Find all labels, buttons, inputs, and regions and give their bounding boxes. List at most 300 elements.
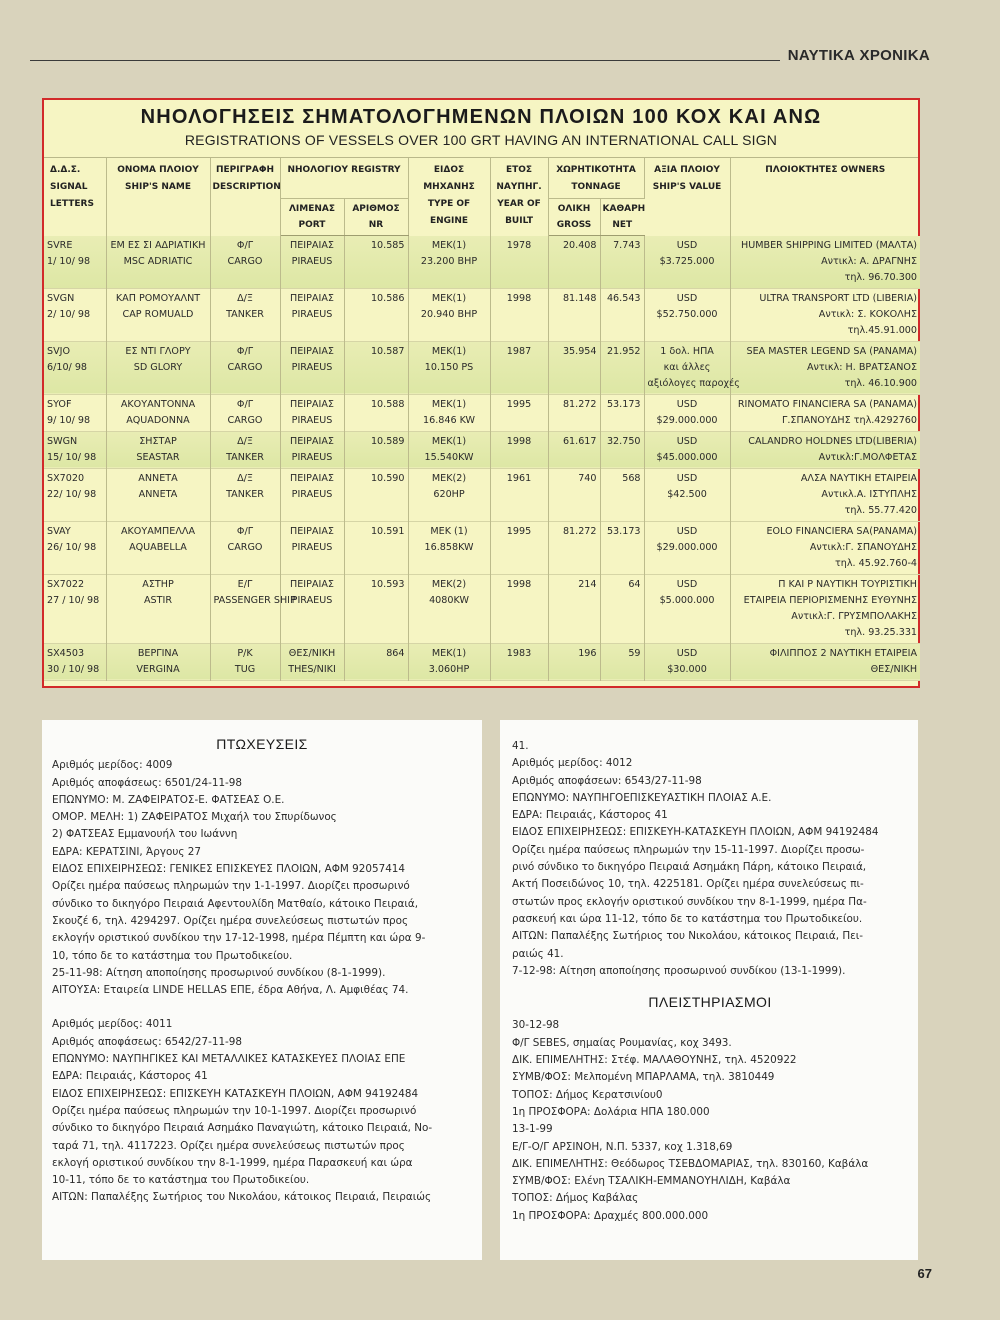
table-row xyxy=(44,468,920,521)
cell-ship-name xyxy=(106,643,210,680)
cell-gross xyxy=(548,574,600,643)
cell-line: Ρ/Κ xyxy=(237,647,253,659)
registrations-body xyxy=(44,236,920,681)
cell-description xyxy=(210,288,280,341)
cell-line: $3.725.000 xyxy=(659,255,715,267)
cell-line: 16.858KW xyxy=(424,541,474,553)
cell-gross xyxy=(548,236,600,289)
cell-line: AQUADONNA xyxy=(126,414,190,426)
page-number: 67 xyxy=(917,1266,932,1281)
notice-line: Αριθμός αποφάσεων: 6543/27-11-98 xyxy=(512,774,702,787)
cell-line: ΠΕΙΡΑΙΑΣ xyxy=(290,472,334,484)
header-port: ΛΙΜΕΝΑΣ PORT xyxy=(280,199,344,236)
cell-line: ΜΕΚ(1) xyxy=(431,398,467,410)
cell-gross xyxy=(548,288,600,341)
cell-line: 15/ 10/ 98 xyxy=(47,451,97,463)
cell-year xyxy=(490,643,548,680)
masthead xyxy=(30,38,930,68)
cell-net xyxy=(600,288,644,341)
auction-line: ΔΙΚ. ΕΠΙΜΕΛΗΤΗΣ: Θεόδωρος ΤΣΕΒΔΟΜΑΡΙΑΣ, τηλ. 830160, Καβάλα xyxy=(512,1157,869,1170)
cell-line: $42.500 xyxy=(667,488,707,500)
cell-line: ΠΕΙΡΑΙΑΣ xyxy=(290,345,334,357)
cell-line: 81.272 xyxy=(562,398,597,410)
cell-year xyxy=(490,468,548,521)
auction-line: ΤΟΠΟΣ: Δήμος Κερατσινίου0 xyxy=(512,1088,663,1101)
cell-line: CARGO xyxy=(227,414,263,426)
cell-line: 1998 xyxy=(506,435,532,447)
cell-line: τηλ. 55.77.420 xyxy=(844,504,918,516)
notice-line: ΕΠΩΝΥΜΟ: Μ. ΖΑΦΕΙΡΑΤΟΣ-Ε. ΦΑΤΣΕΑΣ Ο.Ε. xyxy=(52,793,285,806)
cell-line: ASTIR xyxy=(143,594,172,606)
cell-line: 16.846 KW xyxy=(422,414,476,426)
notice-line: Ορίζει ημέρα παύσεως πληρωμών την 15-11-1997. Διορίζει προσω- xyxy=(512,843,865,856)
cell-year xyxy=(490,574,548,643)
cell-ship-name xyxy=(106,288,210,341)
cell-line: SX7020 xyxy=(47,472,85,484)
cell-registry-number xyxy=(344,394,408,431)
cell-net xyxy=(600,236,644,289)
cell-line: 1961 xyxy=(506,472,532,484)
table-row xyxy=(44,643,920,680)
auction-line: ΣΥΜΒ/ΦΟΣ: Ελένη ΤΣΑΛΙΚΗ-ΕΜΜΑΝΟΥΗΛΙΔΗ, Καβάλα xyxy=(512,1175,791,1188)
cell-line: USD xyxy=(676,292,698,304)
cell-line: SVAY xyxy=(47,525,71,537)
auction-line: Φ/Γ SEBES, σημαίας Ρουμανίας, κοχ 3493. xyxy=(512,1036,732,1049)
cell-line: CALANDRO HOLDNES LTD(LIBERIA) xyxy=(748,435,918,447)
cell-line: USD xyxy=(676,525,698,537)
cell-line: ULTRA TRANSPORT LTD (LIBERIA) xyxy=(759,292,918,304)
cell-owners xyxy=(730,394,920,431)
notice-line: Αριθμός μερίδος: 4011 xyxy=(52,1018,173,1031)
auction-line: 30-12-98 xyxy=(512,1019,560,1032)
cell-line: ΣΗΣΤΑΡ xyxy=(139,435,177,447)
header-owners: ΠΛΟΙΟΚΤΗΤΕΣ OWNERS xyxy=(765,165,886,175)
cell-value xyxy=(644,394,730,431)
cell-registry-number xyxy=(344,468,408,521)
cell-line: Αντικλ: Η. ΒΡΑΤΣΑΝΟΣ xyxy=(806,361,918,373)
cell-ship-name xyxy=(106,521,210,574)
cell-engine xyxy=(408,643,490,680)
registrations-title-greek: ΝΗΟΛΟΓΗΣΕΙΣ ΣΗΜΑΤΟΛΟΓΗΜΕΝΩΝ ΠΛΟΙΩΝ 100 ΚΟΧ ΚΑΙ ΑΝΩ xyxy=(140,106,822,128)
cell-line: ΕΣ ΝΤΙ ΓΛΟΡΥ xyxy=(125,345,191,357)
cell-line: 1987 xyxy=(506,345,532,357)
notice-line: ΕΙΔΟΣ ΕΠΙΧΕΙΡΗΣΕΩΣ: ΓΕΝΙΚΕΣ ΕΠΙΣΚΕΥΕΣ ΠΛΟΙΩΝ, ΑΦΜ 92057414 xyxy=(52,863,406,876)
cell-registry-number xyxy=(344,341,408,394)
cell-line: USD xyxy=(676,472,698,484)
cell-line: 740 xyxy=(578,472,597,484)
cell-port xyxy=(280,468,344,521)
cell-line: Αντικλ.Α. ΙΣΤΥΠΛΗΣ xyxy=(821,488,918,500)
notice-line: ΑΙΤΩΝ: Παπαλέξης Σωτήριος του Νικολάου, κάτοικος Πειραιά, Πειραιώς xyxy=(52,1191,432,1204)
cell-line: ΜΕΚ(1) xyxy=(431,647,467,659)
cell-engine xyxy=(408,394,490,431)
cell-owners xyxy=(730,468,920,521)
bankruptcy-notice-4012 xyxy=(512,738,908,980)
cell-line: SVRE xyxy=(47,239,73,251)
cell-line: Αντικλ: Α. ΔΡΑΓΝΗΣ xyxy=(821,255,918,267)
cell-line: ΜΕΚ(1) xyxy=(431,345,467,357)
cell-engine xyxy=(408,431,490,468)
cell-owners xyxy=(730,521,920,574)
notice-line: 25-11-98: Αίτηση αποποίησης προσωρινού συνδίκου (8-1-1999). xyxy=(52,966,386,979)
header-engine: ΕΙΔΟΣ ΜΗΧΑΝΗΣ TYPE OF ENGINE xyxy=(408,158,490,236)
auctions-list xyxy=(512,1017,908,1225)
cell-line: Αντικλ:Γ. ΣΠΑΝΟΥΔΗΣ xyxy=(809,541,918,553)
cell-line: USD xyxy=(676,398,698,410)
cell-ship-name xyxy=(106,574,210,643)
header-registry: ΝΗΟΛΟΓΙΟΥ REGISTRY xyxy=(280,158,408,199)
cell-line: 1998 xyxy=(506,292,532,304)
cell-owners xyxy=(730,341,920,394)
cell-line: 81.148 xyxy=(562,292,597,304)
cell-line: 2/ 10/ 98 xyxy=(47,308,91,320)
cell-line: $52.750.000 xyxy=(656,308,718,320)
cell-owners xyxy=(730,288,920,341)
cell-line: $29.000.000 xyxy=(656,541,718,553)
cell-registry-number xyxy=(344,288,408,341)
cell-line: τηλ. 46.10.900 xyxy=(844,377,918,389)
cell-line: PIRAEUS xyxy=(291,308,333,320)
notice-line: ΕΠΩΝΥΜΟ: ΝΑΥΠΗΓΟΕΠΙΣΚΕΥΑΣΤΙΚΗ ΠΛΟΙΑΣ Α.Ε. xyxy=(512,791,772,804)
cell-port xyxy=(280,341,344,394)
notice-line: ΑΙΤΩΝ: Παπαλέξης Σωτήριος του Νικολάου, κάτοικος Πειραιά, Πει- xyxy=(512,930,864,943)
cell-year xyxy=(490,521,548,574)
cell-line: PIRAEUS xyxy=(291,488,333,500)
cell-line: 6/10/ 98 xyxy=(47,361,88,373)
cell-engine xyxy=(408,288,490,341)
cell-registry-number xyxy=(344,521,408,574)
cell-line: ΑΛΣΑ ΝΑΥΤΙΚΗ ΕΤΑΙΡΕΙΑ xyxy=(800,472,918,484)
cell-engine xyxy=(408,236,490,289)
cell-line: SWGN xyxy=(47,435,78,447)
cell-line: ΕΜ ΕΣ ΣΙ ΑΔΡΙΑΤΙΚΗ xyxy=(110,239,206,251)
cell-line: Π ΚΑΙ Ρ ΝΑΥΤΙΚΗ ΤΟΥΡΙΣΤΙΚΗ xyxy=(778,578,918,590)
cell-gross xyxy=(548,521,600,574)
notice-line: εκλογή οριστικού συνδίκου την 8-1-1999, ημέρα Παρασκευή και ώρα xyxy=(52,1156,413,1169)
cell-line: USD xyxy=(676,578,698,590)
cell-line: 10.593 xyxy=(370,578,405,590)
cell-owners xyxy=(730,574,920,643)
notice-line: ΕΙΔΟΣ ΕΠΙΧΕΙΡΗΣΕΩΣ: ΕΠΙΣΚΕΥΗ ΚΑΤΑΣΚΕΥΗ ΠΛΟΙΩΝ, ΑΦΜ 94192484 xyxy=(52,1087,419,1100)
table-row xyxy=(44,341,920,394)
notice-line: Σκουζέ 6, τηλ. 4294297. Ορίζει ημέρα συνελεύσεως πιστωτών προς xyxy=(52,914,409,927)
cell-line: Φ/Γ xyxy=(236,398,254,410)
cell-line: 10.589 xyxy=(370,435,405,447)
cell-line: 10.150 PS xyxy=(424,361,474,373)
cell-signal xyxy=(44,341,106,394)
cell-line: EOLO FINANCIERA SA(PANAMA) xyxy=(766,525,918,537)
cell-line: $30.000 xyxy=(667,663,707,675)
cell-line: 214 xyxy=(578,578,597,590)
cell-line: CARGO xyxy=(227,541,263,553)
cell-signal xyxy=(44,236,106,289)
cell-line: CARGO xyxy=(227,255,263,267)
cell-line: 81.272 xyxy=(562,525,597,537)
cell-line: 1 δολ. ΗΠΑ xyxy=(660,345,714,357)
cell-signal xyxy=(44,468,106,521)
cell-line: TANKER xyxy=(226,451,264,463)
cell-description xyxy=(210,574,296,643)
cell-line: 21.952 xyxy=(606,345,641,357)
cell-line: Δ/Ξ xyxy=(237,472,253,484)
cell-line: 1/ 10/ 98 xyxy=(47,255,91,267)
cell-engine xyxy=(408,341,490,394)
notice-line: ταρά 71, τηλ. 4117223. Ορίζει ημέρα συνελεύσεως πιστωτών προς xyxy=(52,1139,405,1152)
cell-line: ΘΕΣ/ΝΙΚΗ xyxy=(288,647,336,659)
notice-line: 2) ΦΑΤΣΕΑΣ Εμμανουήλ του Ιωάννη xyxy=(52,828,238,841)
header-year: ΕΤΟΣ ΝΑΥΠΗΓ. YEAR OF BUILT xyxy=(490,158,548,236)
table-row xyxy=(44,521,920,574)
cell-engine xyxy=(408,574,490,643)
cell-line: PIRAEUS xyxy=(291,256,333,267)
cell-line: 59 xyxy=(628,647,641,659)
cell-line: CARGO xyxy=(227,361,263,373)
cell-value xyxy=(644,521,730,574)
cell-line: USD xyxy=(676,647,698,659)
table-row xyxy=(44,236,920,289)
table-row xyxy=(44,394,920,431)
cell-line: SX7022 xyxy=(47,578,85,590)
cell-line: 1983 xyxy=(506,647,532,659)
cell-gross xyxy=(548,468,600,521)
notice-line: ρασκευή και ώρα 11-12, τόπο δε το κατάστημα του Πρωτοδικείου. xyxy=(512,912,863,925)
cell-line: 53.173 xyxy=(606,525,641,537)
notice-line: σύνδικο το δικηγόρο Πειραιά Ασημάκο Παναγιώτη, κάτοικο Πειραιά, Νο- xyxy=(52,1122,433,1135)
notice-line: ΟΜΟΡ. ΜΕΛΗ: 1) ΖΑΦΕΙΡΑΤΟΣ Μιχαήλ του Σπυρίδωνος xyxy=(52,811,337,824)
bankruptcies-left-column xyxy=(42,720,482,1260)
notice-line: 10, τόπο δε το κατάστημα του Πρωτοδικείου. xyxy=(52,949,293,962)
cell-line: 7.743 xyxy=(613,240,641,251)
cell-ship-name xyxy=(106,341,210,394)
cell-line: SEASTAR xyxy=(136,451,180,463)
cell-line: ΠΕΙΡΑΙΑΣ xyxy=(290,398,334,410)
cell-line: ΦΙΛΙΠΠΟΣ 2 ΝΑΥΤΙΚΗ ΕΤΑΙΡΕΙΑ xyxy=(769,647,918,659)
notice-line: ΑΙΤΟΥΣΑ: Εταιρεία LINDE HELLAS ΕΠΕ, έδρα Αθήνα, Λ. Αμφιθέας 74. xyxy=(52,984,409,997)
notice-line: 10-11, τόπο δε το κατάστημα του Πρωτοδικείου. xyxy=(52,1174,310,1187)
cell-value xyxy=(644,574,730,643)
cell-line: MEK (1) xyxy=(430,525,468,537)
notice-line: 7-12-98: Αίτηση αποποίησης προσωρινού συνδίκου (13-1-1999). xyxy=(512,964,846,977)
table-row xyxy=(44,431,920,468)
notice-line: ρινό σύνδικο το δικηγόρο Πειραιά Ασημάκη Πάρη, κάτοικο Πειραιά, xyxy=(512,861,867,874)
cell-signal xyxy=(44,431,106,468)
cell-line: SX4503 xyxy=(47,647,85,659)
cell-line: MSC ADRIATIC xyxy=(123,255,193,267)
cell-net xyxy=(600,341,644,394)
cell-port xyxy=(280,236,344,289)
cell-line: ΚΑΠ ΡΟΜΟΥΑΛΝΤ xyxy=(115,292,201,304)
cell-year xyxy=(490,288,548,341)
header-net: ΚΑΘΑΡΗ NET xyxy=(600,199,644,236)
table-row xyxy=(44,288,920,341)
cell-line: ΜΕΚ(1) xyxy=(431,239,467,251)
cell-line: 64 xyxy=(628,578,641,590)
cell-line: ΑΚΟΥΑΜΠΕΛΛΑ xyxy=(120,525,196,537)
cell-line: ΜΕΚ(2) xyxy=(431,578,467,590)
cell-line: τηλ. 93.25.331 xyxy=(844,626,918,638)
cell-gross xyxy=(548,341,600,394)
notice-line: στωτών προς εκλογήν οριστικού συνδίκου την 8-1-1999, ημέρα Πα- xyxy=(512,895,867,908)
cell-line: ΑΝΝΕΤΑ xyxy=(138,472,178,484)
cell-line: 4080KW xyxy=(429,594,469,606)
cell-year xyxy=(490,236,548,289)
cell-net xyxy=(600,521,644,574)
table-row xyxy=(44,574,920,643)
cell-value xyxy=(644,431,730,468)
auction-line: Ε/Γ-Ο/Γ ΑΡΣΙΝΟΗ, Ν.Π. 5337, κοχ 1.318,69 xyxy=(512,1140,733,1153)
cell-line: USD xyxy=(676,435,698,447)
header-number: ΑΡΙΘΜΟΣ NR xyxy=(344,199,408,236)
cell-line: $5.000.000 xyxy=(659,594,715,606)
cell-registry-number xyxy=(344,431,408,468)
bankruptcies-title: ΠΤΩΧΕΥΣΕΙΣ xyxy=(216,736,308,752)
notice-line: ραιώς 41. xyxy=(512,947,564,960)
cell-engine xyxy=(408,468,490,521)
cell-line: PIRAEUS xyxy=(291,594,333,606)
header-description: ΠΕΡΙΓΡΑΦΗ DESCRIPTION xyxy=(210,158,280,236)
cell-line: 10.590 xyxy=(370,472,405,484)
cell-line: τηλ. 45.92.760-4 xyxy=(835,557,918,569)
notice-line: Ακτή Ποσειδώνος 10, τηλ. 4225181. Ορίζει ημέρα συνελεύσεως πι- xyxy=(512,878,864,891)
cell-value xyxy=(644,643,730,680)
cell-registry-number xyxy=(344,643,408,680)
cell-owners xyxy=(730,431,920,468)
cell-line: Αντικλ:Γ.ΜΟΛΦΕΤΑΣ xyxy=(818,451,918,463)
cell-line: 1995 xyxy=(506,525,532,537)
cell-line: CAP ROMUALD xyxy=(122,308,194,320)
cell-description xyxy=(210,394,280,431)
auction-line: 1η ΠΡΟΣΦΟΡΑ: Δολάρια ΗΠΑ 180.000 xyxy=(512,1105,710,1118)
cell-line: ΠΕΙΡΑΙΑΣ xyxy=(290,240,334,251)
cell-net xyxy=(600,574,644,643)
cell-line: Δ/Ξ xyxy=(237,292,253,304)
cell-line: τηλ. 96.70.300 xyxy=(844,271,918,283)
cell-port xyxy=(280,394,344,431)
cell-line: 30 / 10/ 98 xyxy=(47,663,100,675)
notice-line: Ορίζει ημέρα παύσεως πληρωμών την 10-1-1997. Διορίζει προσωρινό xyxy=(52,1104,417,1117)
cell-line: ΜΕΚ(2) xyxy=(431,472,467,484)
cell-port xyxy=(280,288,344,341)
auction-line: ΔΙΚ. ΕΠΙΜΕΛΗΤΗΣ: Στέφ. ΜΑΛΑΘΟΥΝΗΣ, τηλ. 4520922 xyxy=(512,1054,797,1067)
cell-line: 32.750 xyxy=(606,435,641,447)
cell-line: TUG xyxy=(234,663,256,675)
cell-line: 20.408 xyxy=(562,240,597,251)
notice-line: ΕΙΔΟΣ ΕΠΙΧΕΙΡΗΣΕΩΣ: ΕΠΙΣΚΕΥΗ-ΚΑΤΑΣΚΕΥΗ ΠΛΟΙΩΝ, ΑΦΜ 94192484 xyxy=(512,826,879,839)
cell-year xyxy=(490,394,548,431)
cell-description xyxy=(210,521,280,574)
cell-line: 10.585 xyxy=(370,240,405,251)
cell-line: 27 / 10/ 98 xyxy=(47,594,100,606)
masthead-rule xyxy=(30,60,780,61)
cell-line: 20.940 BHP xyxy=(420,308,478,320)
auction-line: 13-1-99 xyxy=(512,1123,553,1136)
cell-net xyxy=(600,394,644,431)
cell-line: SYOF xyxy=(47,398,72,410)
cell-line: 10.587 xyxy=(370,345,405,357)
cell-line: TANKER xyxy=(226,308,264,320)
cell-value xyxy=(644,341,740,394)
cell-line: SEA MASTER LEGEND SA (PANAMA) xyxy=(746,345,918,357)
notice-line: ΕΔΡΑ: Πειραιάς, Κάστορος 41 xyxy=(512,809,668,822)
cell-line: 196 xyxy=(578,647,597,659)
notice-line: ΕΔΡΑ: Πειραιάς, Κάστορος 41 xyxy=(52,1070,208,1083)
cell-line: 1995 xyxy=(506,398,532,410)
header-gross: ΟΛΙΚΗ GROSS xyxy=(548,199,600,236)
cell-line: Γ.ΣΠΑΝΟΥΔΗΣ τηλ.4292760 xyxy=(782,414,918,426)
notice-line: Αριθμός αποφάσεως: 6542/27-11-98 xyxy=(52,1035,243,1048)
cell-line: $29.000.000 xyxy=(656,414,718,426)
registrations-panel xyxy=(42,98,920,688)
cell-gross xyxy=(548,643,600,680)
cell-port xyxy=(280,431,344,468)
cell-line: 10.591 xyxy=(370,525,405,537)
cell-line: ΑΚΟΥΑΝΤΟΝΝΑ xyxy=(120,398,196,410)
header-signal: Δ.Δ.Σ. SIGNAL LETTERS xyxy=(44,158,106,236)
cell-line: 23.200 BHP xyxy=(420,255,478,267)
cell-description xyxy=(210,341,280,394)
cell-line: AQUABELLA xyxy=(129,541,187,553)
cell-line: 61.617 xyxy=(562,435,597,447)
cell-signal xyxy=(44,288,106,341)
cell-owners xyxy=(730,643,920,680)
cell-line: PIRAEUS xyxy=(291,361,333,373)
notice-line: Αριθμός αποφάσεως: 6501/24-11-98 xyxy=(52,776,243,789)
cell-line: 9/ 10/ 98 xyxy=(47,414,91,426)
cell-signal xyxy=(44,521,106,574)
cell-gross xyxy=(548,431,600,468)
auction-line: ΤΟΠΟΣ: Δήμος Καβάλας xyxy=(512,1192,639,1205)
cell-line: 26/ 10/ 98 xyxy=(47,541,97,553)
cell-line: 620HP xyxy=(433,488,465,500)
cell-line: SD GLORY xyxy=(133,361,183,373)
magazine-title: ΝΑΥΤΙΚΑ ΧΡΟΝΙΚΑ xyxy=(787,47,930,64)
cell-line: ANNETA xyxy=(138,488,178,500)
cell-line: ΠΕΙΡΑΙΑΣ xyxy=(290,435,334,447)
auction-line: 1η ΠΡΟΣΦΟΡΑ: Δραχμές 800.000.000 xyxy=(512,1209,709,1222)
cell-line: 35.954 xyxy=(562,345,597,357)
cell-line: ΠΕΙΡΑΙΑΣ xyxy=(290,292,334,304)
cell-line: 864 xyxy=(386,647,405,659)
cell-line: SVJO xyxy=(47,345,71,357)
cell-port xyxy=(280,574,344,643)
cell-line: $45.000.000 xyxy=(656,451,718,463)
registrations-table xyxy=(44,158,920,681)
notice-line: ΕΔΡΑ: ΚΕΡΑΤΣΙΝΙ, Άργους 27 xyxy=(52,845,201,858)
notice-gap xyxy=(52,999,472,1016)
cell-registry-number xyxy=(344,236,408,289)
cell-owners xyxy=(730,236,920,289)
cell-line: Φ/Γ xyxy=(236,345,254,357)
cell-line: Φ/Γ xyxy=(236,525,254,537)
cell-net xyxy=(600,643,644,680)
cell-line: PIRAEUS xyxy=(291,414,333,426)
cell-line: ΜΕΚ(1) xyxy=(431,292,467,304)
cell-line: 10.586 xyxy=(370,292,405,304)
cell-signal xyxy=(44,394,106,431)
cell-ship-name xyxy=(106,236,210,289)
cell-registry-number xyxy=(344,574,408,643)
cell-line: Δ/Ξ xyxy=(237,435,253,447)
cell-year xyxy=(490,431,548,468)
cell-line: ΑΣΤΗΡ xyxy=(142,578,174,590)
cell-line: TANKER xyxy=(226,488,264,500)
auction-line: ΣΥΜΒ/ΦΟΣ: Μελπομένη ΜΠΑΡΛΑΜΑ, τηλ. 3810449 xyxy=(512,1071,775,1084)
cell-value xyxy=(644,288,730,341)
cell-line: RINOMATO FINANCIERA SA (PANAMA) xyxy=(737,398,918,410)
cell-line: HUMBER SHIPPING LIMITED (ΜΑΛΤΑ) xyxy=(741,239,918,251)
bankruptcies-right-column xyxy=(500,720,918,1260)
cell-line: τηλ.45.91.000 xyxy=(847,324,918,336)
